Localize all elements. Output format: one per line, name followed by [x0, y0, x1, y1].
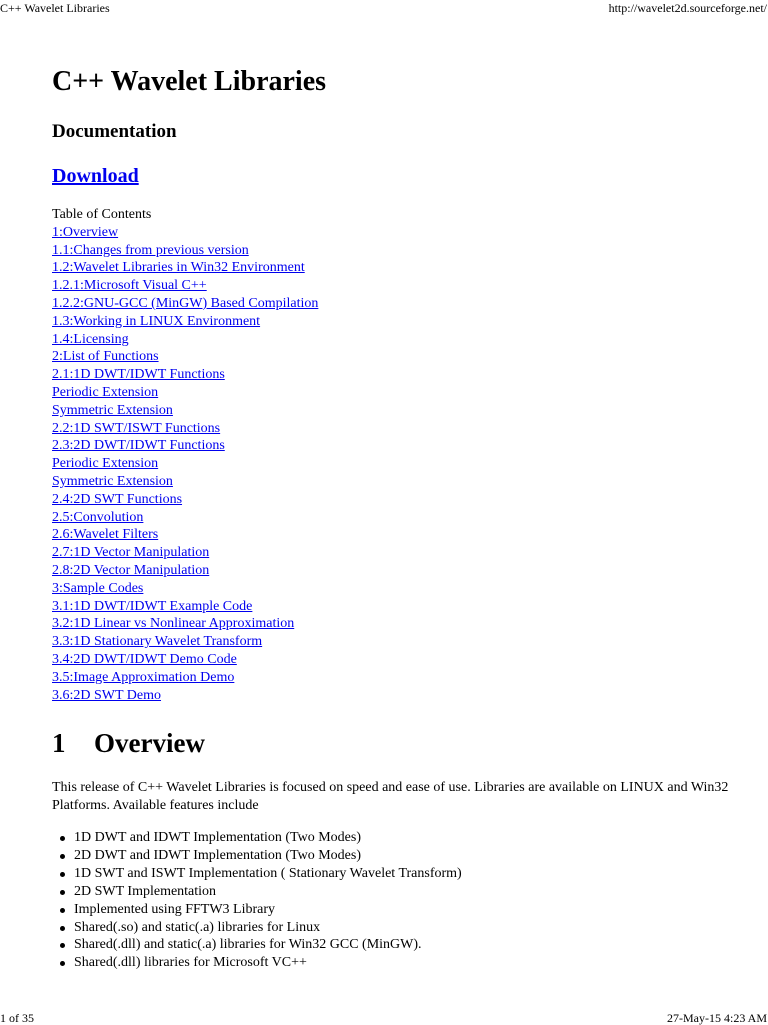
toc-link-1d-dwt-functions[interactable]: 2.1:1D DWT/IDWT Functions	[52, 367, 225, 383]
toc-list	[52, 224, 318, 705]
toc-item	[52, 687, 318, 705]
toc-link-2d-swt-functions[interactable]: 2.4:2D SWT Functions	[52, 491, 183, 507]
feature-item: 1D SWT and ISWT Implementation ( Stationary Wavelet Transform)	[74, 865, 462, 881]
toc-link-2d-periodic-extension[interactable]: Periodic Extension	[52, 456, 159, 472]
toc-item	[52, 420, 318, 438]
toc-link-2d-dwt-functions[interactable]: 2.3:2D DWT/IDWT Functions	[52, 438, 225, 454]
toc-link-changes[interactable]: 1.1:Changes from previous version	[52, 242, 249, 258]
feature-item: Shared(.dll) libraries for Microsoft VC++	[74, 954, 462, 972]
print-footer-page-count: 1 of 35	[0, 1011, 34, 1025]
toc-item	[52, 562, 318, 580]
toc-item	[52, 651, 318, 669]
feature-item: Shared(.so) and static(.a) libraries for Linux	[74, 919, 462, 937]
toc-item	[52, 437, 318, 455]
toc-link-1d-stationary[interactable]: 3.3:1D Stationary Wavelet Transform	[52, 634, 263, 650]
toc-item	[52, 384, 318, 402]
toc-link-licensing[interactable]: 1.4:Licensing	[52, 331, 129, 347]
toc-item	[52, 669, 318, 687]
toc-item	[52, 526, 318, 544]
download-heading	[52, 163, 139, 189]
toc-item	[52, 348, 318, 366]
toc-item	[52, 544, 318, 562]
overview-heading	[52, 726, 205, 760]
toc-link-list-of-functions[interactable]: 2:List of Functions	[52, 349, 159, 365]
overview-paragraph: This release of C++ Wavelet Libraries is focused on speed and ease of use. Libraries are available on LINUX and Win32 Platforms. Available features include	[52, 780, 729, 813]
document-title: C++ Wavelet Libraries	[52, 66, 327, 97]
toc-item	[52, 295, 318, 313]
toc-item	[52, 633, 318, 651]
toc-link-2d-dwt-demo[interactable]: 3.4:2D DWT/IDWT Demo Code	[52, 651, 237, 667]
toc-link-1d-periodic-extension[interactable]: Periodic Extension	[52, 384, 159, 400]
feature-item: 2D SWT Implementation	[74, 883, 462, 901]
toc-item	[52, 491, 318, 509]
toc-link-overview[interactable]: 1:Overview	[52, 224, 119, 240]
toc-title: Table of Contents	[52, 207, 152, 222]
toc-item	[52, 277, 318, 295]
toc-item	[52, 366, 318, 384]
toc-link-1d-symmetric-extension[interactable]: Symmetric Extension	[52, 402, 173, 418]
toc-link-sample-codes[interactable]: 3:Sample Codes	[52, 580, 144, 596]
toc-link-linear-vs-nonlinear[interactable]: 3.2:1D Linear vs Nonlinear Approximation	[52, 616, 295, 632]
feature-item: Implemented using FFTW3 Library	[74, 901, 462, 919]
section-title: Overview	[94, 728, 205, 758]
toc-item	[52, 580, 318, 598]
toc-link-2d-symmetric-extension[interactable]: Symmetric Extension	[52, 473, 173, 489]
toc-link-1d-dwt-example[interactable]: 3.1:1D DWT/IDWT Example Code	[52, 598, 253, 614]
feature-item: Shared(.dll) and static(.a) libraries for Win32 GCC (MinGW).	[74, 936, 462, 954]
toc-link-mingw[interactable]: 1.2.2:GNU-GCC (MinGW) Based Compilation	[52, 295, 319, 311]
toc-item	[52, 242, 318, 260]
toc-link-visual-cpp[interactable]: 1.2.1:Microsoft Visual C++	[52, 278, 207, 294]
print-header-title: C++ Wavelet Libraries	[0, 1, 110, 15]
toc-link-win32-environment[interactable]: 1.2:Wavelet Libraries in Win32 Environment	[52, 260, 305, 276]
toc-link-2d-swt-demo[interactable]: 3.6:2D SWT Demo	[52, 687, 162, 703]
feature-item: 2D DWT and IDWT Implementation (Two Modes)	[74, 847, 462, 865]
table-of-contents	[52, 206, 318, 704]
toc-item	[52, 615, 318, 633]
toc-item	[52, 473, 318, 491]
toc-item	[52, 402, 318, 420]
download-link[interactable]: Download	[52, 165, 139, 187]
feature-list	[52, 829, 462, 972]
documentation-heading: Documentation	[52, 121, 177, 142]
toc-link-1d-vector-manipulation[interactable]: 2.7:1D Vector Manipulation	[52, 545, 210, 561]
toc-item	[52, 598, 318, 616]
toc-link-convolution[interactable]: 2.5:Convolution	[52, 509, 144, 525]
toc-item	[52, 509, 318, 527]
toc-link-image-approximation[interactable]: 3.5:Image Approximation Demo	[52, 669, 235, 685]
feature-item: 1D DWT and IDWT Implementation (Two Modes)	[74, 829, 462, 847]
toc-item	[52, 313, 318, 331]
toc-link-wavelet-filters[interactable]: 2.6:Wavelet Filters	[52, 527, 159, 543]
print-header-url: http://wavelet2d.sourceforge.net/	[608, 1, 767, 15]
toc-item	[52, 455, 318, 473]
toc-item	[52, 331, 318, 349]
print-footer-timestamp: 27-May-15 4:23 AM	[667, 1011, 767, 1025]
toc-link-linux-environment[interactable]: 1.3:Working in LINUX Environment	[52, 313, 261, 329]
section-number: 1	[52, 728, 66, 758]
toc-link-1d-swt-functions[interactable]: 2.2:1D SWT/ISWT Functions	[52, 420, 221, 436]
toc-item	[52, 259, 318, 277]
toc-item	[52, 224, 318, 242]
toc-link-2d-vector-manipulation[interactable]: 2.8:2D Vector Manipulation	[52, 562, 210, 578]
